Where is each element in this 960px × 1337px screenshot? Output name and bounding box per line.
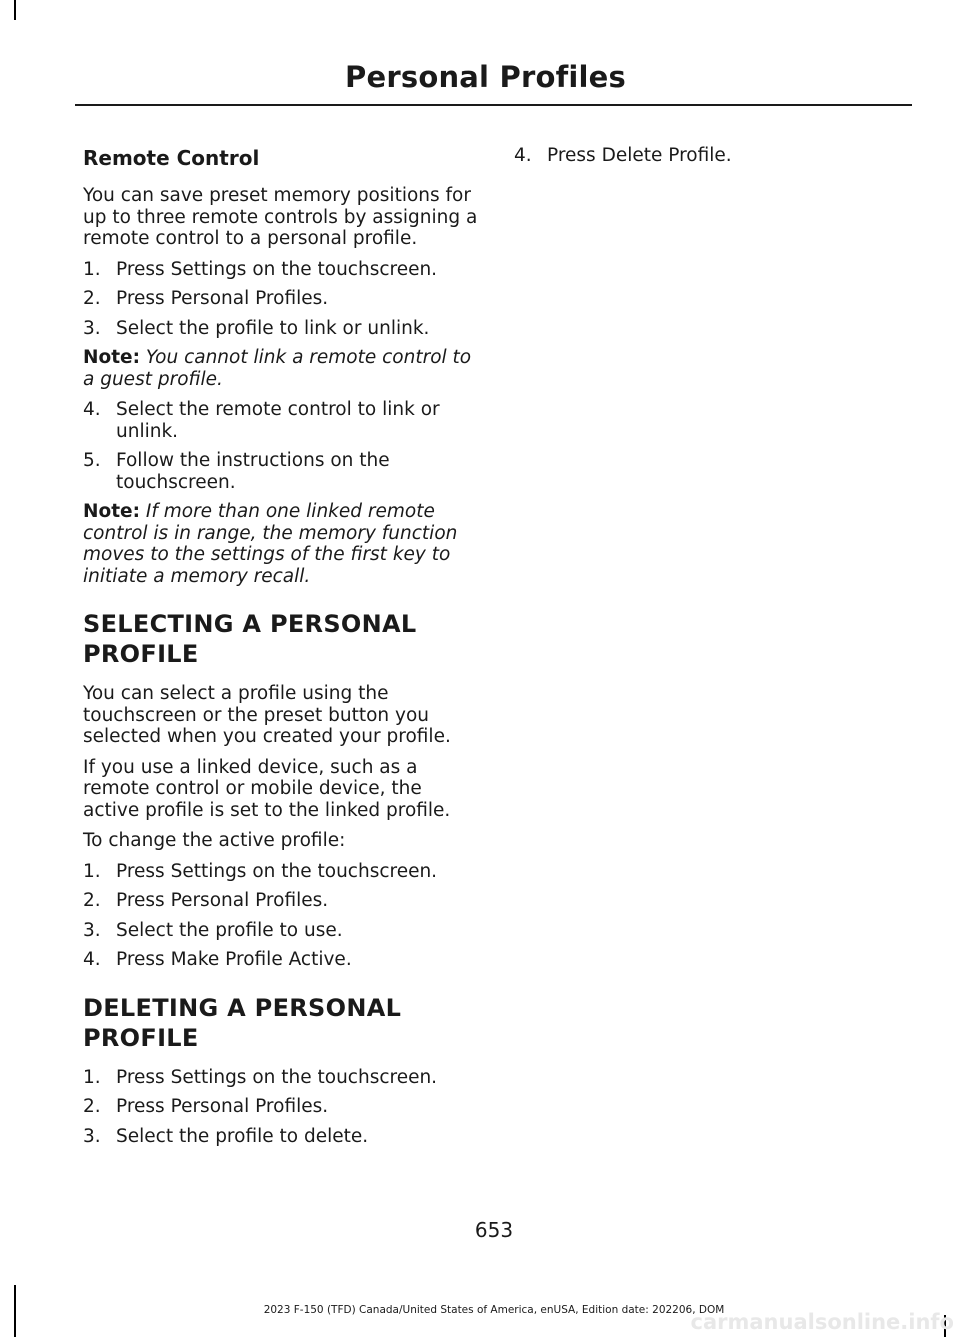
note-memory-recall: Note: If more than one linked remote control is in range, the memory function moves to the settings of the first key to initiate a memory recall. — [83, 501, 458, 587]
deleting-heading: DELETING A PERSONAL PROFILE — [83, 993, 402, 1052]
page-number: 653 — [474, 1218, 514, 1242]
edition-footer: 2023 F-150 (TFD) Canada/United States of America, enUSA, Edition date: 202206, DOM — [263, 1304, 725, 1316]
selecting-para-2: If you use a linked device, such as a remote control or mobile device, the active profile is set to the linked profile. — [83, 756, 451, 821]
page-title: Personal Profiles — [345, 60, 626, 94]
selecting-heading: SELECTING A PERSONAL PROFILE — [83, 610, 417, 668]
left-column — [83, 145, 479, 1155]
remote-control-heading: Remote Control — [83, 146, 260, 170]
list-item: 5. Follow the instructions on the touchscreen. — [83, 450, 390, 493]
list-item: 2. Press Personal Profiles. — [83, 288, 329, 309]
list-item: 1. Press Settings on the touchscreen. — [83, 860, 438, 882]
remote-control-intro: You can save preset memory positions for up to three remote controls by assigning a remote control to a personal profile. — [83, 185, 478, 249]
list-item: 1. Press Settings on the touchscreen. — [83, 1066, 438, 1088]
note-guest-profile: Note: You cannot link a remote control to a guest profile. — [83, 347, 472, 390]
selecting-para-3: To change the active profile: — [83, 830, 346, 851]
right-column — [514, 145, 910, 175]
list-item: 2. Press Personal Profiles. — [83, 1096, 329, 1117]
list-item: 2. Press Personal Profiles. — [83, 890, 329, 911]
watermark: carmanualsonline.info — [690, 1310, 954, 1334]
list-item: 3. Select the profile to link or unlink. — [83, 317, 430, 339]
list-item: 4. Select the remote control to link or unlink. — [83, 399, 440, 442]
list-item: 4. Press Delete Profile. — [514, 145, 732, 166]
list-item: 3. Select the profile to delete. — [83, 1125, 369, 1147]
selecting-para-1: You can select a profile using the touchscreen or the preset button you selected when you created your profile. — [83, 683, 451, 747]
list-item: 1. Press Settings on the touchscreen. — [83, 258, 438, 280]
list-item: 3. Select the profile to use. — [83, 919, 343, 941]
header-divider — [75, 104, 912, 106]
list-item: 4. Press Make Profile Active. — [83, 949, 352, 970]
crop-mark-top-left — [14, 0, 16, 20]
